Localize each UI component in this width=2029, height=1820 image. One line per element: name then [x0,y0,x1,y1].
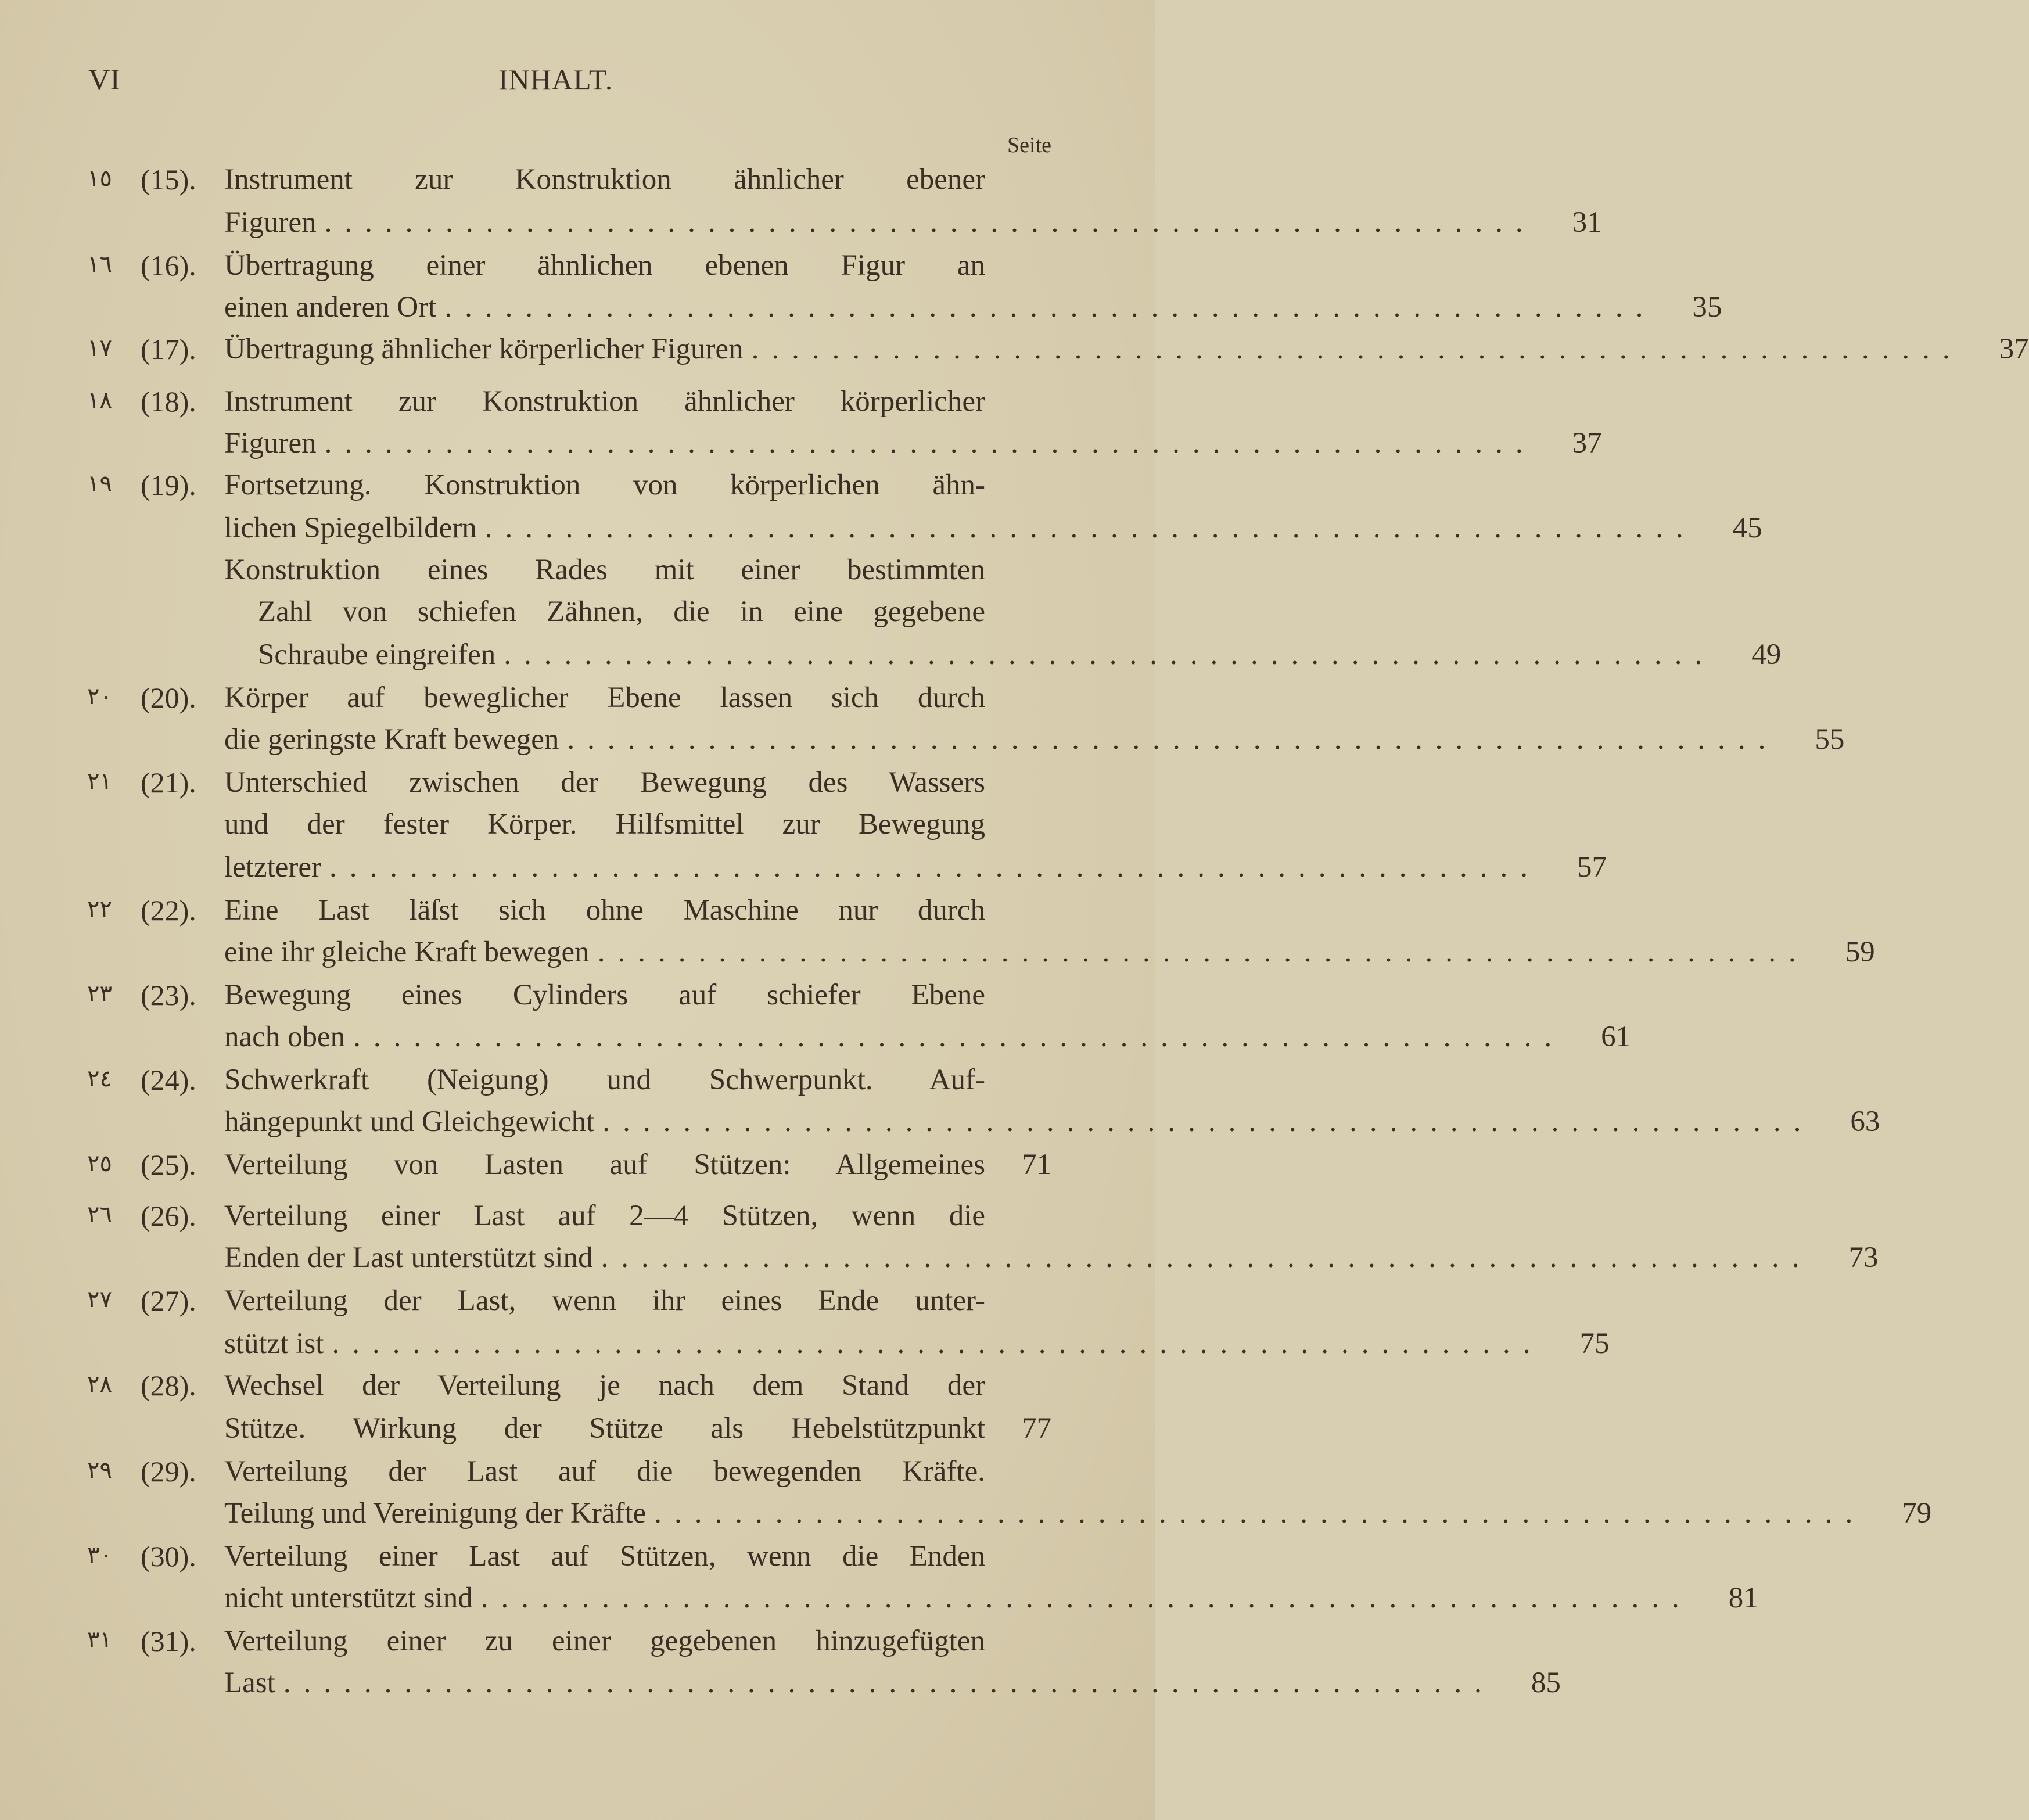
section-number: (27). [141,1284,196,1317]
arabic-section-number: ٢٦ [87,1201,112,1228]
leader-dots: ............................................................ [602,1105,1814,1138]
toc-line [258,595,1051,633]
page-number: 79 [1902,1497,1932,1530]
arabic-section-number: ٢٥ [87,1150,112,1177]
toc-line [224,290,1722,329]
section-number: (21). [141,766,196,799]
leader-dots: ............................................................ [567,723,1779,756]
leader-dots: ............................................................ [654,1497,1866,1530]
entry-title-line: Eine Last läſst sich ohne Maschine nur durch [224,894,985,927]
entry-title-line: hängepunkt und Gleichgewicht [224,1105,595,1138]
toc-line [224,468,1051,507]
page-number: 37 [1999,333,2029,365]
entry-title-line: Verteilung der Last auf die bewegenden Kräfte. [224,1455,985,1488]
section-number: (24). [141,1064,196,1096]
leader-dots: ............................................................ [484,512,1696,544]
section-number: (30). [141,1540,196,1573]
page-number: 85 [1531,1667,1561,1699]
leader-dots: ............................................................ [329,851,1541,884]
toc-line [224,1581,1758,1620]
entry-title-line: die geringste Kraft bewegen [224,723,559,756]
arabic-section-number: ٢٤ [87,1065,112,1092]
entry-title-line: Verteilung einer Last auf Stützen, wenn die Enden [224,1540,985,1573]
arabic-section-number: ٢٠ [87,683,112,710]
toc-line [224,807,1051,846]
section-number: (20). [141,681,196,714]
entry-title-line: Teilung und Vereinigung der Kräfte [224,1497,647,1530]
toc-line [224,978,1051,1017]
toc-line [224,332,2029,371]
page-number: 37 [1572,427,1602,460]
section-number: (16). [141,249,196,282]
toc-line [224,163,1051,201]
arabic-section-number: ٢٧ [87,1286,112,1313]
leader-dots: ............................................................ [324,427,1536,460]
entry-title-line: eine ihr gleiche Kraft bewegen [224,936,590,968]
section-number: (17). [141,333,196,365]
arabic-section-number: ٣١ [87,1627,112,1653]
entry-title-line: Bewegung eines Cylinders auf schiefer Ebene [224,979,985,1011]
toc-line [224,893,1051,932]
section-number: (25). [141,1148,196,1181]
entry-title-line: Stütze. Wirkung der Stütze als Hebelstützpunkt [224,1412,985,1445]
entry-title-line: Unterschied zwischen der Bewegung des Wassers [224,766,985,799]
entry-title-line: Verteilung der Last, wenn ihr eines Ende unter- [224,1284,985,1317]
arabic-section-number: ١٧ [87,335,112,361]
toc-line [224,1199,1051,1237]
section-number: (29). [141,1455,196,1488]
section-number: (23). [141,979,196,1011]
arabic-section-number: ١٨ [87,387,112,414]
leader-dots: ............................................................ [601,1241,1812,1274]
toc-line [224,206,1602,244]
leader-dots: ............................................................ [597,936,1809,968]
entry-title-line: Übertragung ähnlicher körperlicher Figuren [224,333,744,365]
section-number: (28). [141,1369,196,1402]
section-number: (22). [141,894,196,927]
page-number: 77 [1022,1412,1051,1445]
page-column-label: Seite [1007,133,1051,157]
arabic-section-number: ٢٨ [87,1371,112,1398]
toc-line [224,1369,1051,1407]
section-number: (26). [141,1200,196,1232]
toc-line [224,1624,1051,1663]
entry-title-line: Schwerkraft (Neigung) und Schwerpunkt. Auf- [224,1064,985,1096]
entry-title-line: Last [224,1667,275,1699]
page-number: 35 [1692,291,1722,324]
toc-line [224,766,1051,804]
running-title: INHALT. [498,63,613,96]
leader-dots: ............................................................ [444,291,1656,324]
toc-line [224,249,1051,287]
page-number: 71 [1022,1148,1051,1181]
page-folio: VI [88,63,120,96]
toc-line [224,1284,1051,1322]
page-number: 49 [1751,638,1782,671]
toc-line [224,723,1845,761]
entry-title-line: Instrument zur Konstruktion ähnlicher ebener [224,163,985,196]
entry-title-line: Enden der Last unterstützt sind [224,1241,593,1274]
arabic-section-number: ١٦ [87,251,112,278]
leader-dots: ............................................................ [751,333,1963,365]
toc-line [224,426,1602,465]
leader-dots: ............................................................ [332,1327,1543,1360]
leader-dots: ............................................................ [353,1021,1565,1053]
toc-line [224,1412,1051,1450]
leader-dots: ............................................................ [324,206,1536,239]
entry-title-line: Zahl von schiefen Zähnen, die in eine gegebene [258,595,985,628]
arabic-section-number: ٢٣ [87,981,112,1007]
section-number: (15). [141,163,196,196]
entry-title-line: lichen Spiegelbildern [224,512,477,544]
page-number: 63 [1850,1105,1880,1138]
toc-line [224,935,1875,974]
entry-title-line: einen anderen Ort [224,291,437,324]
entry-title-line: Figuren [224,427,317,460]
page-number: 55 [1815,723,1845,756]
arabic-section-number: ٢١ [87,768,112,795]
page-number: 45 [1732,512,1762,544]
entry-title-line: Verteilung von Lasten auf Stützen: Allgemeines [224,1148,985,1181]
toc-line [224,1666,1561,1704]
entry-title-line: Instrument zur Konstruktion ähnlicher körperlicher [224,385,985,418]
entry-title-line: Übertragung einer ähnlichen ebenen Figur an [224,249,985,282]
toc-line [224,553,1051,591]
entry-title-line: Verteilung einer zu einer gegebenen hinzugefügten [224,1625,985,1657]
entry-title-line: Fortsetzung. Konstruktion von körperlichen ähn- [224,469,985,501]
entry-title-line: Konstruktion eines Rades mit einer bestimmten [224,554,985,586]
toc-line [224,1020,1631,1058]
section-number: (18). [141,385,196,418]
toc-line [224,1105,1880,1143]
page-number: 31 [1572,206,1602,239]
arabic-section-number: ٣٠ [87,1542,112,1568]
entry-title-line: Schraube eingreifen [258,638,496,671]
toc-line [224,1496,1932,1535]
page-number: 59 [1845,936,1875,968]
page-number: 61 [1601,1021,1631,1053]
toc-line [224,1327,1610,1365]
leader-dots: ............................................................ [283,1667,1495,1699]
toc-line [224,1241,1879,1279]
toc-line [224,1455,1051,1493]
page-number: 81 [1728,1582,1758,1614]
page-number: 73 [1848,1241,1879,1274]
toc-line [224,1063,1051,1101]
toc-line [224,850,1607,889]
arabic-section-number: ٢٩ [87,1457,112,1484]
section-number: (31). [141,1625,196,1657]
entry-title-line: Körper auf beweglicher Ebene lassen sich durch [224,681,985,714]
leader-dots: ............................................................ [480,1582,1692,1614]
arabic-section-number: ١٩ [87,471,112,497]
entry-title-line: nach oben [224,1021,346,1053]
entry-title-line: und der fester Körper. Hilfsmittel zur Bewegung [224,808,985,841]
toc-line [258,638,1782,676]
section-number: (19). [141,469,196,501]
leader-dots: ............................................................ [504,638,1715,671]
entry-title-line: nicht unterstützt sind [224,1582,473,1614]
toc-line [224,385,1051,423]
arabic-section-number: ٢٢ [87,896,112,922]
entry-title-line: Figuren [224,206,317,239]
page-number: 57 [1577,851,1607,884]
entry-title-line: stützt ist [224,1327,324,1360]
entry-title-line: Wechsel der Verteilung je nach dem Stand der [224,1369,985,1402]
arabic-section-number: ١٥ [87,165,112,192]
toc-line [224,1539,1051,1578]
toc-line [224,1148,1051,1186]
toc-line [224,511,1762,550]
page-number: 75 [1579,1327,1610,1360]
entry-title-line: Verteilung einer Last auf 2—4 Stützen, wenn die [224,1200,985,1232]
entry-title-line: letzterer [224,851,322,884]
toc-line [224,681,1051,719]
